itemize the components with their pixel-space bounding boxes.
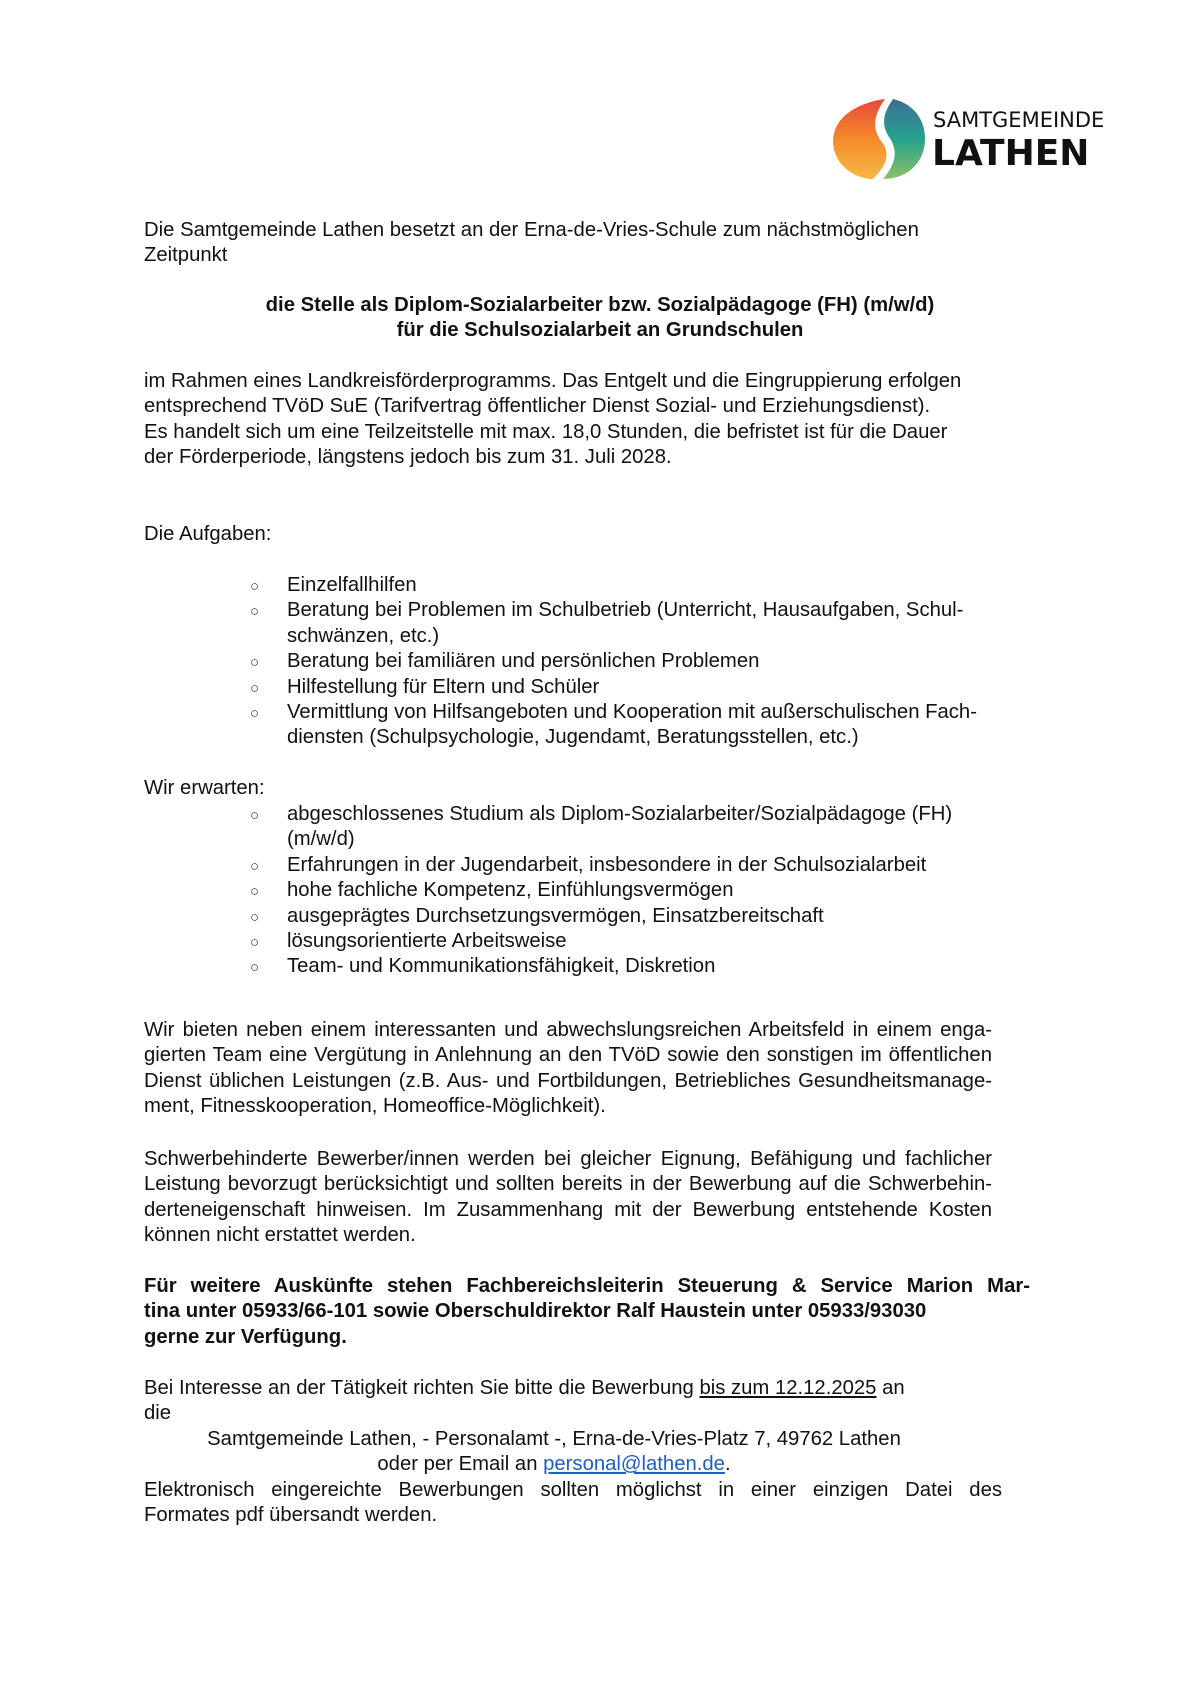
list-item — [250, 700, 1050, 751]
list-item-text: Beratung bei familiären und persönlichen Problemen — [287, 650, 760, 673]
text-line: Schwerbehinderte Bewerber/innen werden bei gleicher Eignung, Befähigung und fachlicher — [144, 1148, 992, 1170]
list-item-text: lösungsorientierte Arbeitsweise — [287, 929, 567, 952]
bullet-circle-icon: ○ — [250, 578, 260, 595]
apply-line — [144, 1376, 1004, 1401]
text-line: gierten Team eine Vergütung in Anlehnung an den TVöD sowie den sonstigen im öffentlichen — [144, 1044, 992, 1067]
list-item-text: abgeschlossenes Studium als Diplom-Sozialarbeiter/Sozialpädagoge (FH) — [287, 803, 953, 825]
text-line: ment, Fitnesskooperation, Homeoffice-Möglichkeit). — [144, 1095, 606, 1118]
bullet-circle-icon: ○ — [250, 883, 260, 901]
text-line: Formates pdf übersandt werden. — [144, 1503, 438, 1526]
bullet-circle-icon: ○ — [250, 933, 260, 951]
text: . — [724, 1453, 731, 1476]
text-line: Wir bieten neben einem interessanten und abwechslungsreichen Arbeitsfeld in einem enga- — [144, 1019, 992, 1041]
list-item — [250, 802, 1050, 853]
list-item — [250, 929, 1050, 954]
address-line: Samtgemeinde Lathen, - Personalamt -, Erna-de-Vries-Platz 7, 49762 Lathen — [207, 1427, 901, 1450]
bullet-circle-icon: ○ — [250, 603, 260, 621]
list-item-text: Beratung bei Problemen im Schulbetrieb (Unterricht, Hausaufgaben, Schul- — [287, 599, 964, 622]
samtgemeinde-lathen-logo — [825, 95, 1125, 183]
job-title — [144, 293, 1056, 344]
list-item-text: Hilfestellung für Eltern und Schüler — [287, 675, 600, 698]
text-line: tina unter 05933/66-101 sowie Oberschuldirektor Ralf Haustein unter 05933/93030 — [144, 1300, 927, 1323]
list-item — [250, 904, 1050, 929]
list-item-text: diensten (Schulpsychologie, Jugendamt, Beratungsstellen, etc.) — [287, 726, 859, 749]
text-line: die — [144, 1402, 172, 1425]
text-line: Dienst üblichen Leistungen (z.B. Aus- und Fortbildungen, Betriebliches Gesundheitsmanage- — [144, 1069, 992, 1092]
bullet-circle-icon: ○ — [250, 807, 260, 824]
text-line: im Rahmen eines Landkreisförderprogramms. Das Entgelt und die Eingruppierung erfolgen — [144, 370, 962, 392]
list-item-text: hohe fachliche Kompetenz, Einfühlungsvermögen — [287, 879, 734, 902]
list-item — [250, 878, 1050, 903]
bullet-circle-icon: ○ — [250, 704, 260, 722]
list-item-text: (m/w/d) — [287, 828, 355, 851]
bullet-circle-icon: ○ — [250, 654, 260, 672]
text-line: Es handelt sich um eine Teilzeitstelle mit max. 18,0 Stunden, die befristet ist für die Dauer — [144, 420, 948, 443]
text-line: der Förderperiode, längstens jedoch bis zum 31. Juli 2028. — [144, 446, 672, 469]
list-item — [250, 573, 1050, 598]
intro-paragraph — [144, 218, 992, 269]
text-line: entsprechend TVöD SuE (Tarifvertrag öffentlicher Dienst Sozial- und Erziehungsdienst). — [144, 395, 931, 418]
list-item-text: Erfahrungen in der Jugendarbeit, insbesondere in der Schulsozialarbeit — [287, 853, 927, 876]
text: an — [876, 1377, 905, 1399]
list-item-text: Einzelfallhilfen — [287, 574, 417, 596]
text-line: Leistung bevorzugt berücksichtigt und sollten bereits in der Bewerbung auf die Schwerbehin- — [144, 1173, 992, 1196]
list-item-text: Vermittlung von Hilfsangeboten und Kooperation mit außerschulischen Fach- — [287, 700, 977, 723]
text-line: Für weitere Auskünfte stehen Fachbereichsleiterin Steuerung & Service Marion Mar- — [144, 1275, 1030, 1297]
title-line: für die Schulsozialarbeit an Grundschulen — [396, 319, 804, 342]
title-line: die Stelle als Diplom-Sozialarbeiter bzw. Sozialpädagoge (FH) (m/w/d) — [265, 294, 935, 316]
deadline: bis zum 12.12.2025 — [699, 1377, 877, 1399]
email-line — [144, 1452, 964, 1477]
disability-paragraph — [144, 1147, 992, 1249]
text-line: derteneigenschaft hinweisen. Im Zusammenhang mit der Bewerbung entstehende Kosten — [144, 1198, 992, 1221]
bullet-circle-icon: ○ — [250, 908, 260, 926]
application-section — [144, 1376, 1004, 1528]
bullet-circle-icon: ○ — [250, 857, 260, 875]
logo-emblem-icon — [825, 95, 1125, 183]
text-line: Elektronisch eingereichte Bewerbungen sollten möglichst in einer einzigen Datei des — [144, 1478, 1002, 1501]
text-line: gerne zur Verfügung. — [144, 1325, 347, 1348]
list-item-text: schwänzen, etc.) — [287, 624, 440, 647]
list-item — [250, 649, 1050, 674]
list-item — [250, 954, 1050, 979]
text-line: können nicht erstattet werden. — [144, 1224, 416, 1247]
list-item — [250, 675, 1050, 700]
email-link[interactable]: personal@lathen.de — [543, 1453, 725, 1476]
bullet-circle-icon: ○ — [250, 959, 260, 977]
heading-text: Die Aufgaben: — [144, 523, 272, 545]
list-item — [250, 853, 1050, 878]
offer-paragraph — [144, 1018, 992, 1120]
logo-text-samtgemeinde: SAMTGEMEINDE — [933, 108, 1105, 132]
bullet-circle-icon: ○ — [250, 679, 260, 697]
text: Bei Interesse an der Tätigkeit richten Sie bitte die Bewerbung — [144, 1377, 700, 1399]
expectations-list — [250, 802, 1050, 980]
tasks-list — [250, 573, 1050, 751]
heading-text: Wir erwarten: — [144, 777, 265, 799]
list-item-text: ausgeprägtes Durchsetzungsvermögen, Einsatzbereitschaft — [287, 904, 824, 927]
text-line: Zeitpunkt — [144, 244, 228, 267]
text-line: Die Samtgemeinde Lathen besetzt an der Erna-de-Vries-Schule zum nächstmöglichen — [144, 219, 919, 241]
logo-text-lathen: LATHEN — [932, 133, 1090, 174]
tasks-heading — [144, 522, 992, 547]
contact-paragraph — [144, 1274, 1030, 1350]
text: oder per Email an — [377, 1453, 544, 1476]
framework-paragraph — [144, 369, 992, 471]
expect-heading — [144, 776, 992, 801]
list-item — [250, 598, 1050, 649]
list-item-text: Team- und Kommunikationsfähigkeit, Diskretion — [287, 955, 716, 978]
